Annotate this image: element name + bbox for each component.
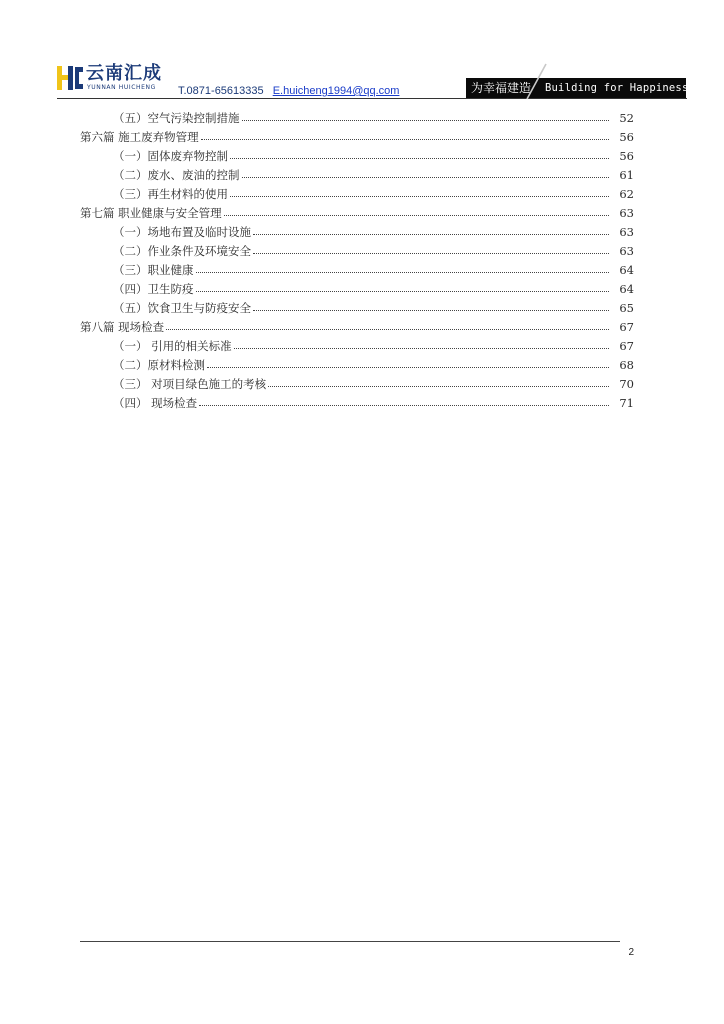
toc-dot-leader: [253, 310, 609, 311]
toc-page-number: 56: [619, 149, 634, 163]
slogan-english: Building for Happiness: [545, 82, 689, 94]
toc-dot-leader: [207, 367, 609, 368]
contact-info: [178, 85, 399, 97]
toc-entry-title: 第七篇 职业健康与安全管理: [80, 206, 222, 220]
toc-section-entry[interactable]: [113, 107, 634, 125]
toc-entry-title: （三）职业健康: [113, 263, 194, 277]
toc-dot-leader: [242, 120, 610, 121]
toc-page-number: 71: [619, 396, 634, 410]
toc-section-entry[interactable]: [113, 354, 634, 372]
toc-page-number: 67: [619, 339, 634, 353]
toc-page-number: 68: [619, 358, 634, 372]
toc-page-number: 56: [619, 130, 634, 144]
toc-page-number: 63: [619, 225, 634, 239]
toc-entry-title: （一） 引用的相关标准: [113, 339, 232, 353]
footer-divider: [80, 941, 620, 942]
toc-dot-leader: [234, 348, 609, 349]
toc-page-number: 63: [619, 206, 634, 220]
toc-entry-title: （二）原材料检测: [113, 358, 205, 372]
toc-entry-title: （一）固体废弃物控制: [113, 149, 228, 163]
logo-hc-icon: [57, 63, 83, 93]
toc-section-entry[interactable]: [113, 240, 634, 258]
toc-dot-leader: [166, 329, 609, 330]
toc-page-number: 62: [619, 187, 634, 201]
toc-page-number: 64: [619, 282, 634, 296]
toc-section-entry[interactable]: [113, 145, 634, 163]
toc-section-entry[interactable]: [113, 221, 634, 239]
page-number: 2: [628, 947, 634, 958]
toc-chapter-entry[interactable]: [80, 202, 634, 220]
toc-entry-title: （四） 现场检查: [113, 396, 198, 410]
toc-section-entry[interactable]: [113, 297, 634, 315]
toc-dot-leader: [253, 234, 609, 235]
toc-dot-leader: [268, 386, 609, 387]
toc-entry-title: （一）场地布置及临时设施: [113, 225, 251, 239]
toc-section-entry[interactable]: [113, 164, 634, 182]
toc-entry-title: （四）卫生防疫: [113, 282, 194, 296]
toc-entry-title: 第八篇 现场检查: [80, 320, 165, 334]
toc-dot-leader: [230, 196, 609, 197]
phone-number: T.0871-65613335: [178, 85, 264, 97]
toc-page-number: 67: [619, 320, 634, 334]
toc-chapter-entry[interactable]: [80, 316, 634, 334]
toc-page-number: 70: [619, 377, 634, 391]
toc-dot-leader: [196, 291, 610, 292]
toc-dot-leader: [253, 253, 609, 254]
toc-dot-leader: [230, 158, 609, 159]
toc-page-number: 52: [619, 111, 634, 125]
toc-section-entry[interactable]: [113, 278, 634, 296]
company-logo: [57, 63, 169, 93]
slogan-chinese: 为幸福建造: [471, 81, 532, 95]
toc-section-entry[interactable]: [113, 183, 634, 201]
toc-entry-title: （三）再生材料的使用: [113, 187, 228, 201]
toc-entry-title: （五）空气污染控制措施: [113, 111, 240, 125]
toc-page-number: 64: [619, 263, 634, 277]
toc-page-number: 65: [619, 301, 634, 315]
logo-english-name: YUNNAN HUICHENG: [87, 84, 156, 91]
email-link[interactable]: E.huicheng1994@qq.com: [272, 85, 400, 97]
toc-entry-title: （五）饮食卫生与防疫安全: [113, 301, 251, 315]
toc-page-number: 63: [619, 244, 634, 258]
toc-dot-leader: [242, 177, 610, 178]
toc-entry-title: （三） 对项目绿色施工的考核: [113, 377, 267, 391]
toc-dot-leader: [196, 272, 610, 273]
toc-page-number: 61: [619, 168, 634, 182]
toc-section-entry[interactable]: [113, 392, 634, 410]
toc-chapter-entry[interactable]: [80, 126, 634, 144]
toc-dot-leader: [199, 405, 609, 406]
toc-section-entry[interactable]: [113, 259, 634, 277]
toc-dot-leader: [224, 215, 609, 216]
toc-section-entry[interactable]: [113, 373, 634, 391]
header-divider: [57, 98, 687, 99]
slogan-banner: [466, 78, 689, 98]
toc-section-entry[interactable]: [113, 335, 634, 353]
toc-entry-title: （二）废水、废油的控制: [113, 168, 240, 182]
toc-entry-title: （二）作业条件及环境安全: [113, 244, 251, 258]
logo-chinese-name: 云南汇成: [86, 63, 162, 84]
toc-dot-leader: [201, 139, 609, 140]
toc-entry-title: 第六篇 施工废弃物管理: [80, 130, 199, 144]
